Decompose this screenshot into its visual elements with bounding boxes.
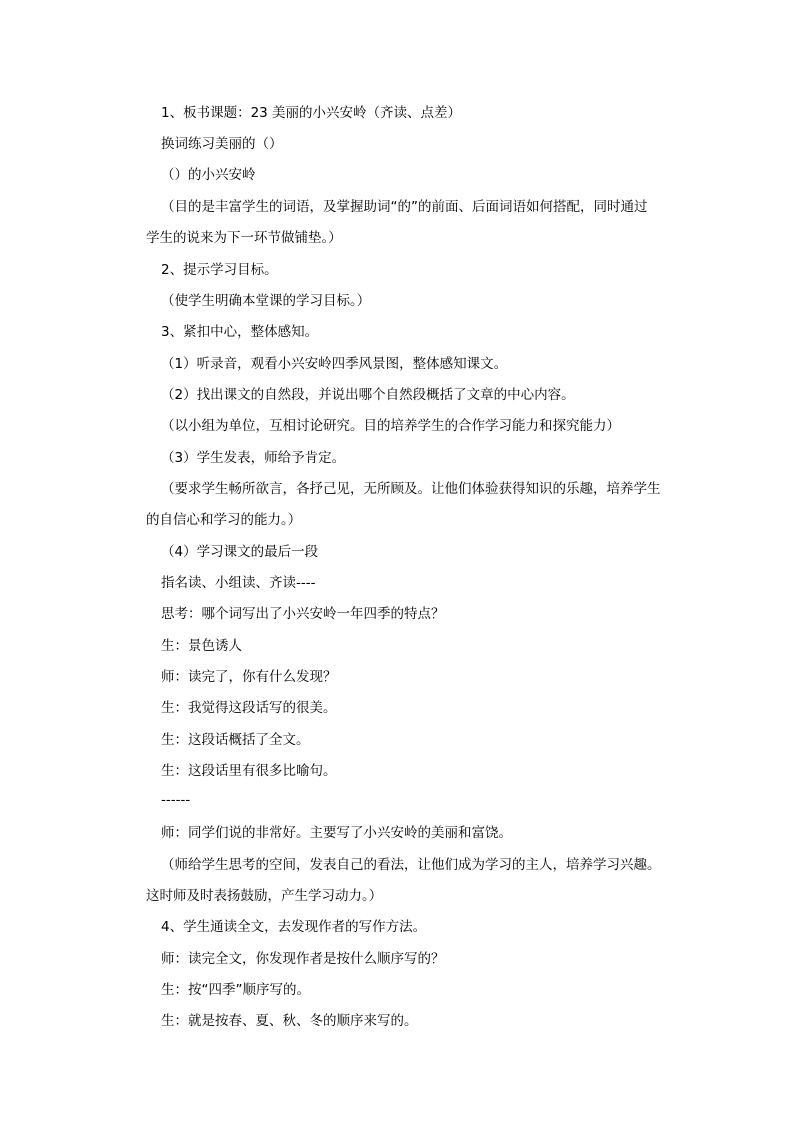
paragraph-4-continued: 学生的说来为下一环节做铺垫。） [146, 230, 342, 246]
paragraph-17: 师：读完了，你有什么发现？ [161, 669, 337, 685]
paragraph-2: 换词练习美丽的（） [161, 136, 283, 152]
paragraph-13: （4）学习课文的最后一段 [161, 544, 319, 560]
paragraph-3: （）的小兴安岭 [161, 167, 256, 183]
paragraph-12-continued: 的自信心和学习的能力。） [146, 512, 302, 528]
paragraph-20: 生：这段话里有很多比喻句。 [161, 763, 337, 779]
paragraph-11: （3）学生发表，师给予肯定。 [161, 450, 346, 466]
paragraph-24: 4、学生通读全文，去发现作者的写作方法。 [161, 919, 427, 935]
paragraph-5: 2、提示学习目标。 [161, 262, 278, 278]
paragraph-8: （1）听录音，观看小兴安岭四季风景图，整体感知课文。 [161, 356, 508, 372]
paragraph-6: （使学生明确本堂课的学习目标。） [161, 293, 371, 309]
paragraph-18: 生：我觉得这段话写的很美。 [161, 700, 337, 716]
paragraph-21-dashes: ------ [161, 792, 191, 808]
paragraph-7: 3、紧扣中心，整体感知。 [161, 324, 319, 340]
paragraph-10: （以小组为单位，互相讨论研究。目的培养学生的合作学习能力和探究能力） [161, 418, 620, 434]
paragraph-23-continued: 这时师及时表扬鼓励，产生学习动力。） [146, 888, 383, 904]
paragraph-15: 思考：哪个词写出了小兴安岭一年四季的特点？ [161, 606, 445, 622]
paragraph-22: 师：同学们说的非常好。主要写了小兴安岭的美丽和富饶。 [161, 825, 512, 841]
paragraph-1: 1、板书课题：23 美丽的小兴安岭（齐读、点差） [161, 105, 462, 121]
paragraph-23: （师给学生思考的空间，发表自己的看法，让他们成为学习的主人，培养学习兴趣。 [161, 857, 661, 873]
paragraph-14: 指名读、小组读、齐读---- [161, 575, 316, 591]
paragraph-25: 师：读完全文，你发现作者是按什么顺序写的？ [161, 951, 445, 967]
paragraph-27: 生：就是按春、夏、秋、冬的顺序来写的。 [161, 1013, 418, 1029]
paragraph-4: （目的是丰富学生的词语，及掌握助词“的”的前面、后面词语如何搭配，同时通过 [161, 199, 648, 215]
paragraph-9: （2）找出课文的自然段，并说出哪个自然段概括了文章的中心内容。 [161, 387, 575, 403]
paragraph-19: 生：这段话概括了全文。 [161, 732, 310, 748]
paragraph-26: 生：按“四季”顺序写的。 [161, 982, 310, 998]
paragraph-16: 生：景色诱人 [161, 638, 242, 654]
paragraph-12: （要求学生畅所欲言，各抒己见，无所顾及。让他们体验获得知识的乐趣，培养学生 [161, 481, 661, 497]
